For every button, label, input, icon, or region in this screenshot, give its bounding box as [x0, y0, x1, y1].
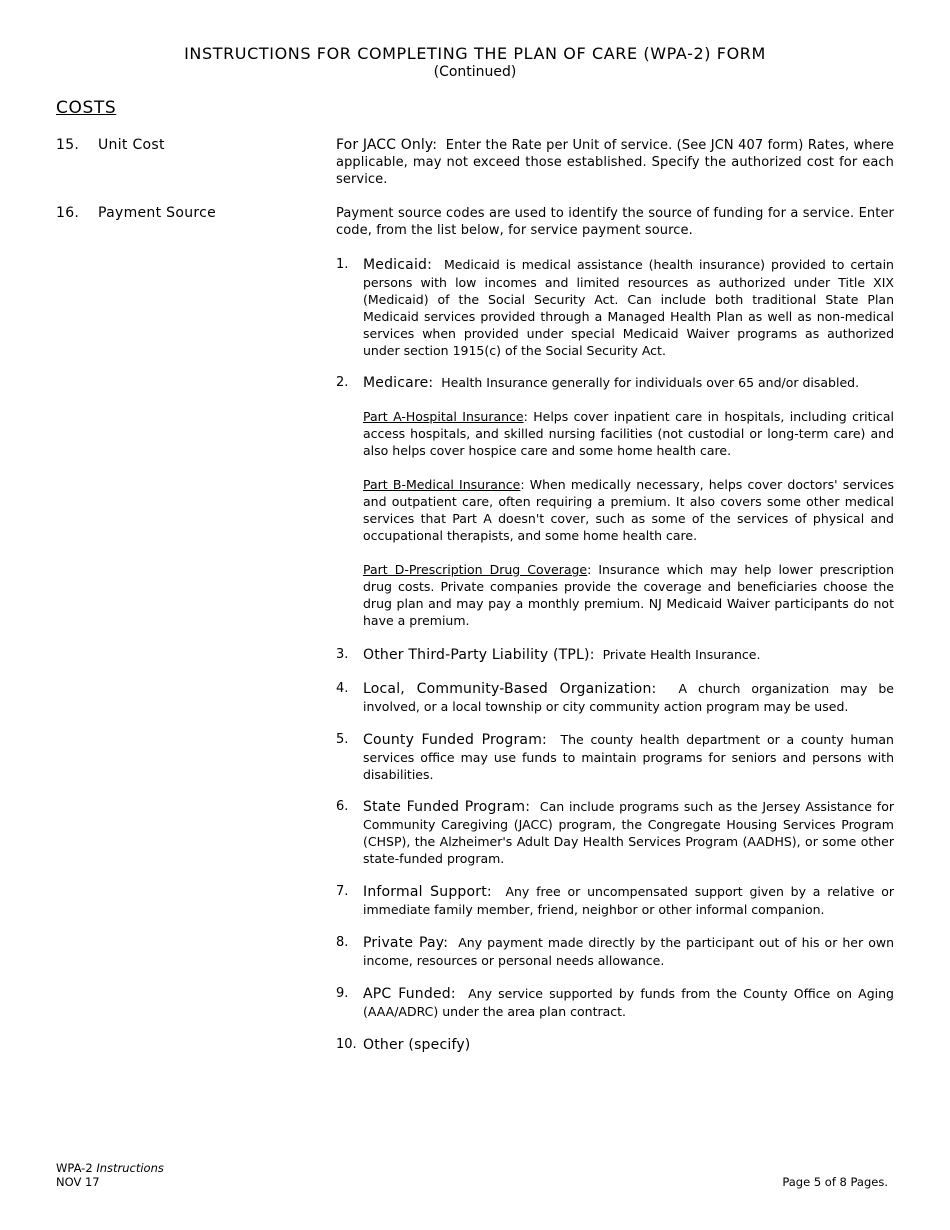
- code-number: 1.: [336, 257, 349, 272]
- code-title: Private Pay:: [363, 935, 449, 951]
- part-title: Part B-Medical Insurance: [363, 477, 521, 492]
- field-number: 15.: [56, 137, 80, 153]
- code-number: 7.: [336, 884, 349, 899]
- page-title: INSTRUCTIONS FOR COMPLETING THE PLAN OF CARE (WPA-2) FORM: [184, 44, 766, 63]
- code-title: Other Third-Party Liability (TPL):: [363, 647, 595, 663]
- field-description: [336, 137, 894, 188]
- code-title: Other (specify): [363, 1037, 471, 1053]
- code-number: 4.: [336, 681, 349, 696]
- field-description: Payment source codes are used to identify the source of funding for a service. Enter code, from the list below, for service payment source.: [336, 206, 894, 238]
- code-body: [363, 646, 894, 664]
- code-title: Medicaid:: [363, 257, 433, 273]
- code-text: Medicaid is medical assistance (health insurance) provided to certain persons with low incomes and limited resources as authorized under Title XIX (Medicaid) of the Social Security Act. Can include both traditional State Plan Medicaid services provided through a Managed Health Plan as well as non-medical services when provided under special Medicaid Waiver programs as authorized under section 1915(c) of the Social Security Act.: [363, 257, 894, 358]
- field-name: Unit Cost: [98, 137, 165, 153]
- code-text: A church organization may be involved, or a local township or city community action program may be used.: [363, 681, 894, 714]
- code-number: 8.: [336, 935, 349, 950]
- code-body: [363, 985, 894, 1020]
- code-title: State Funded Program:: [363, 799, 531, 815]
- footer-page-number: Page 5 of 8 Pages.: [782, 1175, 888, 1189]
- code-body: [363, 256, 894, 359]
- footer-form-name: WPA-2: [56, 1161, 93, 1175]
- code-body: [363, 680, 894, 715]
- code-title: Local, Community-Based Organization:: [363, 681, 657, 697]
- medicare-part-a: [363, 408, 894, 459]
- code-text: Any service supported by funds from the County Office on Aging (AAA/ADRC) under the area plan contract.: [363, 986, 894, 1019]
- medicare-part-d: [363, 561, 894, 629]
- code-number: 2.: [336, 375, 349, 390]
- code-text: The county health department or a county human services office may use funds to maintain programs for seniors and persons with disabilities.: [363, 732, 894, 782]
- code-body: [363, 934, 894, 969]
- code-title: Medicare:: [363, 375, 434, 391]
- footer-revision: NOV 17: [56, 1175, 100, 1189]
- code-number: 5.: [336, 732, 349, 747]
- code-body: [363, 374, 894, 392]
- code-text: Can include programs such as the Jersey Assistance for Community Caregiving (JACC) program, the Congregate Housing Services Program (CHSP), the Alzheimer's Adult Day Health Services Program (AADHS), or some other state-funded program.: [363, 799, 894, 866]
- code-text: Health Insurance generally for individuals over 65 and/or disabled.: [441, 375, 860, 390]
- code-title: Informal Support:: [363, 884, 492, 900]
- part-title: Part D-Prescription Drug Coverage: [363, 562, 588, 577]
- field-text: Enter the Rate per Unit of service. (See JCN 407 form) Rates, where applicable, may not exceed those established. Specify the authorized cost for each service.: [336, 138, 894, 187]
- code-number: 9.: [336, 986, 349, 1001]
- code-number: 6.: [336, 799, 349, 814]
- page-subtitle: (Continued): [433, 64, 517, 80]
- part-text: : Helps cover inpatient care in hospitals, including critical access hospitals, and skilled nursing facilities (not custodial or long-term care) and also helps cover hospice care and some home health care.: [363, 409, 894, 458]
- part-text: : When medically necessary, helps cover doctors' services and outpatient care, often requiring a premium. It also covers some other medical services that Part A doesn't cover, such as some of the services of physical and occupational therapists, and some home health care.: [363, 477, 894, 543]
- footer-form-suffix: Instructions: [96, 1161, 164, 1175]
- code-text: Private Health Insurance.: [602, 647, 761, 662]
- code-title: APC Funded:: [363, 986, 456, 1002]
- code-body: [363, 798, 894, 867]
- field-number: 16.: [56, 205, 80, 221]
- part-title: Part A-Hospital Insurance: [363, 409, 524, 424]
- footer-form-info: [56, 1161, 164, 1189]
- code-body: [363, 1036, 894, 1054]
- code-text: Any free or uncompensated support given by a relative or immediate family member, friend, neighbor or other informal companion.: [363, 884, 894, 917]
- code-title: County Funded Program:: [363, 732, 547, 748]
- code-text: Any payment made directly by the participant out of his or her own income, resources or personal needs allowance.: [363, 935, 894, 968]
- code-number: 10.: [336, 1037, 357, 1052]
- part-text: : Insurance which may help lower prescription drug costs. Private companies provide the coverage and beneficiaries choose the drug plan and may pay a monthly premium. NJ Medicaid Waiver participants do not have a premium.: [363, 562, 894, 628]
- field-name: Payment Source: [98, 205, 217, 221]
- medicare-part-b: [363, 476, 894, 544]
- code-body: [363, 731, 894, 783]
- section-heading-costs: COSTS: [56, 98, 117, 118]
- code-body: [363, 883, 894, 918]
- code-number: 3.: [336, 647, 349, 662]
- field-lead: For JACC Only:: [336, 137, 438, 153]
